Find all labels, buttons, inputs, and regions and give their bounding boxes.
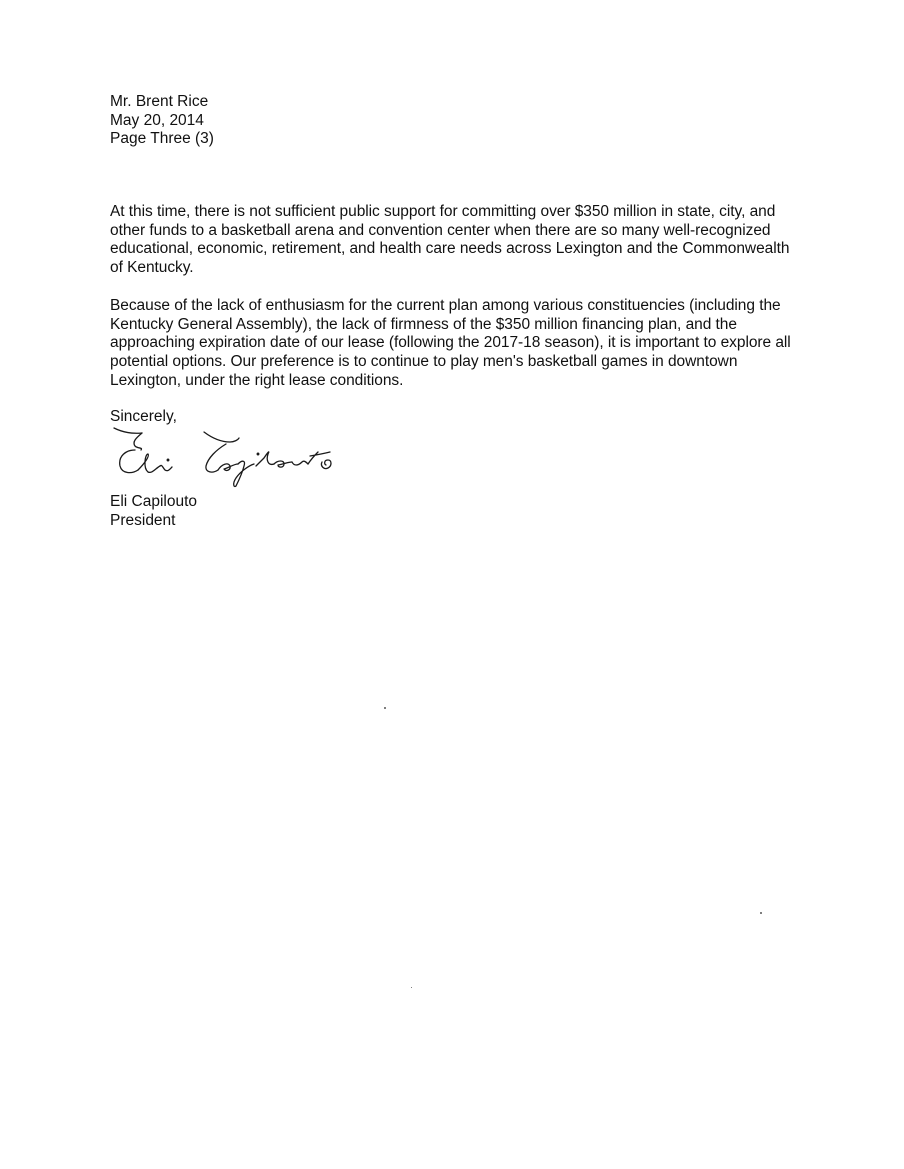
scan-speck xyxy=(411,987,412,988)
scan-speck xyxy=(760,912,762,914)
paragraph-public-support: At this time, there is not sufficient public support for committing over $350 million in state, city, and other funds to a basketball arena and convention center when there are so many well-recognized educational, economic, retirement, and health care needs across Lexington and the Commonwealth of Kentucky. xyxy=(110,203,790,277)
page-number: Page Three (3) xyxy=(110,130,214,148)
letter-date: May 20, 2014 xyxy=(110,111,204,129)
paragraph-lease-options: Because of the lack of enthusiasm for the current plan among various constituencies (including the Kentucky General Assembly), the lack of firmness of the $350 million financing plan, and the approaching expiration date of our lease (following the 2017-18 season), it is important to explore all potential options. Our preference is to continue to play men's basketball games in downtown Lexington, under the right lease conditions. xyxy=(110,296,791,389)
scan-speck xyxy=(384,707,386,709)
recipient-name: Mr. Brent Rice xyxy=(110,93,209,110)
handwritten-signature xyxy=(108,424,348,494)
letter-body xyxy=(110,203,800,409)
closing-salutation: Sincerely, xyxy=(110,408,177,425)
signer-block xyxy=(110,492,197,530)
signer-name: Eli Capilouto xyxy=(110,493,198,510)
letter-header xyxy=(110,93,214,149)
signer-title: President xyxy=(110,512,176,529)
